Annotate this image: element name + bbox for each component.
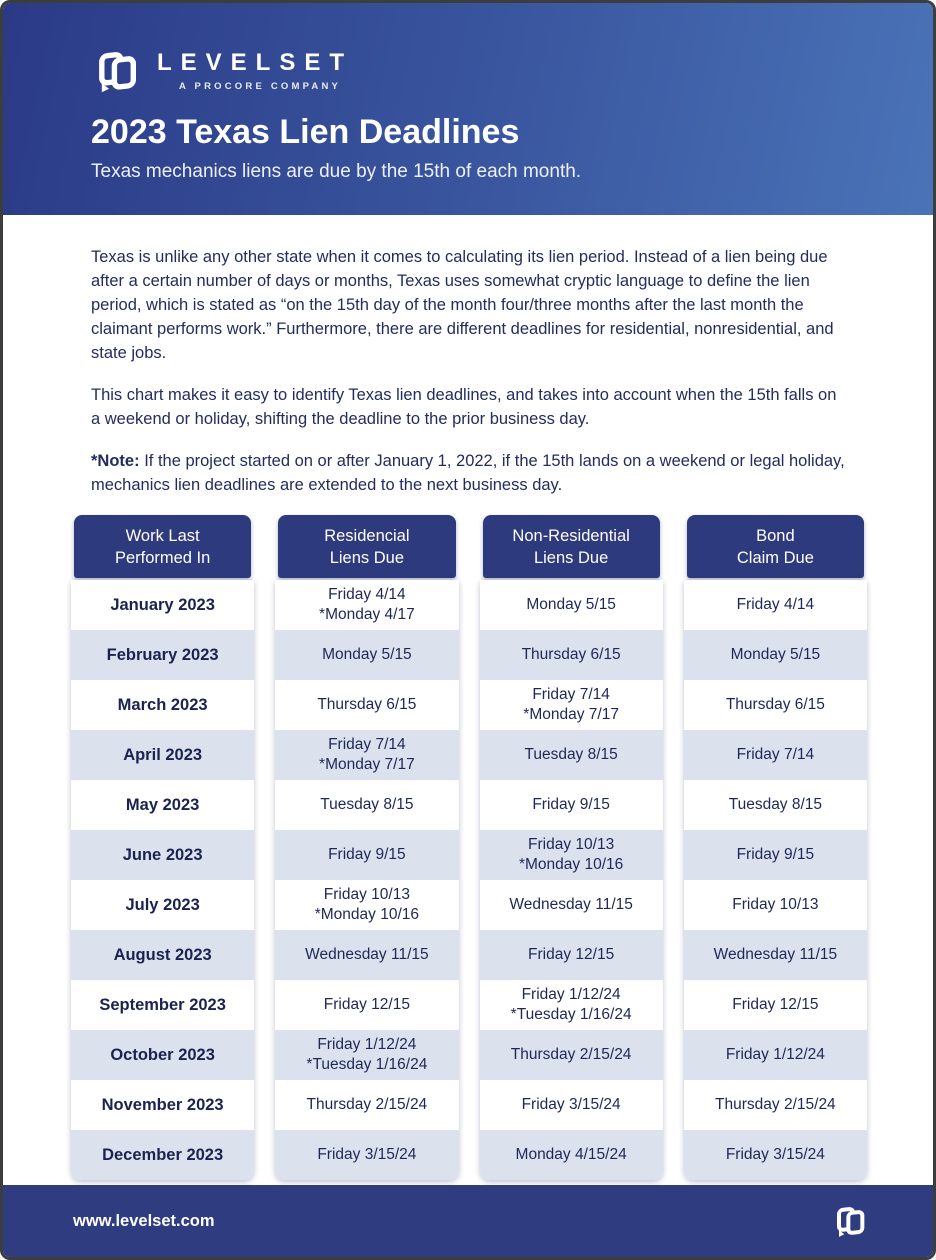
table-cell: Thursday 2/15/24 [275,1080,458,1130]
table-column [480,515,663,1180]
levelset-logo-icon [831,1197,871,1246]
footer-bar [3,1185,933,1257]
table-column [71,515,254,1180]
intro-paragraph-2: This chart makes it easy to identify Texas lien deadlines, and takes into account when the 15th falls on a weekend or holiday, shifting the deadline to the prior business day. [91,386,837,428]
table-cell: Friday 10/13 *Monday 10/16 [480,830,663,880]
table-column [275,515,458,1180]
table-cell: February 2023 [71,630,254,680]
table-cell: Friday 12/15 [684,980,867,1030]
brand-name: LEVELSET [157,48,354,76]
column-header: Non-Residential Liens Due [483,515,660,578]
table-cell: Friday 9/15 [275,830,458,880]
table-cell: Friday 1/12/24 *Tuesday 1/16/24 [275,1030,458,1080]
brand-block [157,49,353,92]
brand-subtitle: A PROCORE COMPANY [179,80,342,92]
table-cell: Monday 5/15 [275,630,458,680]
table-cell: Friday 7/14 *Monday 7/17 [275,730,458,780]
table-cell: Friday 3/15/24 [275,1130,458,1180]
column-body [71,580,254,1180]
table-cell: Friday 7/14 [684,730,867,780]
table-cell: Friday 12/15 [275,980,458,1030]
intro-section [3,215,933,497]
page-title: 2023 Texas Lien Deadlines [91,113,520,151]
table-cell: Tuesday 8/15 [480,730,663,780]
header-band [3,3,933,215]
table-cell: Tuesday 8/15 [275,780,458,830]
table-cell: Friday 1/12/24 [684,1030,867,1080]
table-cell: Friday 3/15/24 [684,1130,867,1180]
table-cell: May 2023 [71,780,254,830]
table-cell: Monday 5/15 [480,580,663,630]
table-cell: Wednesday 11/15 [480,880,663,930]
table-cell: Friday 9/15 [684,830,867,880]
footer-url[interactable]: www.levelset.com [73,1211,215,1230]
note-paragraph [91,449,847,497]
levelset-logo-icon [91,43,145,97]
table-cell: Thursday 6/15 [684,680,867,730]
table-cell: Wednesday 11/15 [275,930,458,980]
table-cell: June 2023 [71,830,254,880]
table-cell: August 2023 [71,930,254,980]
table-cell: March 2023 [71,680,254,730]
column-header: Bond Claim Due [687,515,864,578]
column-body [684,580,867,1180]
table-cell: Friday 4/14 [684,580,867,630]
table-cell: Friday 12/15 [480,930,663,980]
table-cell: Friday 7/14 *Monday 7/17 [480,680,663,730]
table-cell: Friday 10/13 [684,880,867,930]
table-cell: December 2023 [71,1130,254,1180]
table-cell: Thursday 6/15 [480,630,663,680]
column-header: Residencial Liens Due [278,515,455,578]
logo [91,43,869,97]
table-cell: Monday 5/15 [684,630,867,680]
table-cell: Friday 4/14 *Monday 4/17 [275,580,458,630]
table-cell: Thursday 2/15/24 [684,1080,867,1130]
table-cell: Friday 1/12/24 *Tuesday 1/16/24 [480,980,663,1030]
column-body [480,580,663,1180]
table-cell: Wednesday 11/15 [684,930,867,980]
table-cell: Thursday 6/15 [275,680,458,730]
table-cell: Thursday 2/15/24 [480,1030,663,1080]
table-cell: November 2023 [71,1080,254,1130]
table-cell: Friday 9/15 [480,780,663,830]
table-cell: Friday 10/13 *Monday 10/16 [275,880,458,930]
table-cell: September 2023 [71,980,254,1030]
note-text: If the project started on or after January 1, 2022, if the 15th lands on a weekend or legal holiday, mechanics lien deadlines are extended to the next business day. [91,452,845,494]
column-body [275,580,458,1180]
deadlines-table [71,515,867,1180]
table-cell: Monday 4/15/24 [480,1130,663,1180]
column-header: Work Last Performed In [74,515,251,578]
intro-paragraph-1: Texas is unlike any other state when it comes to calculating its lien period. Instead of a lien being due after a certain number of days or months, Texas uses somewhat cryptic language to define the lien period, which is stated as “on the 15th day of the month four/three months after the last month the claimant performs work.” Furthermore, there are different deadlines for residential, nonresidential, and state jobs. [91,248,834,362]
table-column [684,515,867,1180]
table-cell: October 2023 [71,1030,254,1080]
page-subtitle: Texas mechanics liens are due by the 15th of each month. [91,161,582,182]
table-cell: July 2023 [71,880,254,930]
note-label: *Note: [91,452,140,470]
table-cell: Tuesday 8/15 [684,780,867,830]
table-cell: April 2023 [71,730,254,780]
table-cell: January 2023 [71,580,254,630]
table-cell: Friday 3/15/24 [480,1080,663,1130]
